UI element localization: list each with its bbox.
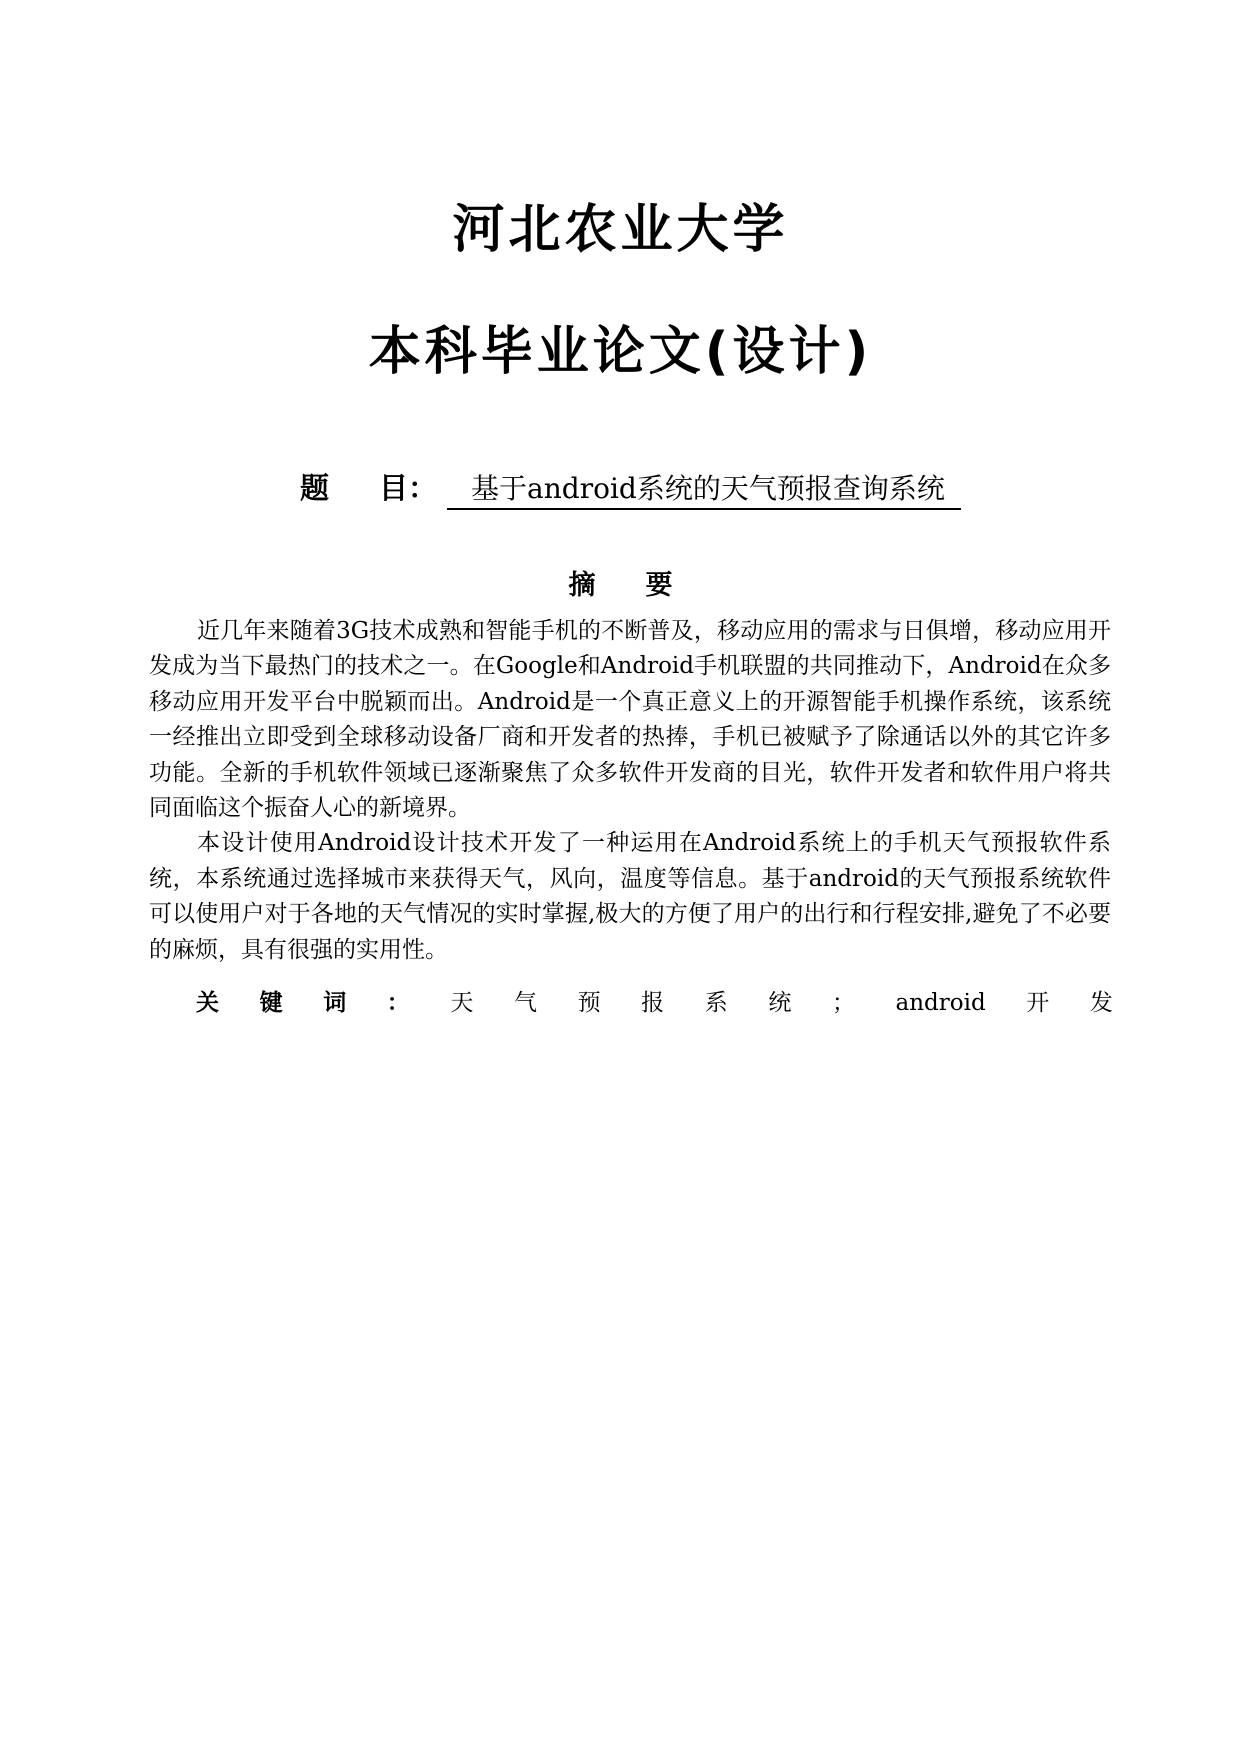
abstract-heading: [0, 566, 1241, 606]
keyword-token: 开: [1026, 990, 1050, 1016]
thesis-title-row: [300, 468, 961, 508]
keyword-token: 发: [1089, 990, 1113, 1016]
abstract-heading-char: 摘: [568, 570, 596, 601]
title-label-colon: ：: [408, 471, 438, 505]
keyword-token: android: [895, 990, 986, 1016]
thesis-type-heading: 本科毕业论文(设计): [368, 322, 873, 382]
keyword-token: 系: [704, 990, 728, 1016]
keyword-token: 天: [450, 990, 474, 1016]
keywords-label-char: 词: [323, 990, 347, 1016]
abstract-heading-char: 要: [645, 570, 673, 601]
keywords-label-char: 关: [196, 990, 219, 1016]
abstract-paragraph: 近几年来随着3G技术成熟和智能手机的不断普及，移动应用的需求与日俱增，移动应用开发成为当下最热门的技术之一。在Google和Android手机联盟的共同推动下，Android在众多移动应用开发平台中脱颖而出。Android是一个真正意义上的开源智能手机操作系统，该系统一经推出立即受到全球移动设备厂商和开发者的热捧，手机已被赋予了除通话以外的其它许多功能。全新的手机软件领域已逐渐聚焦了众多软件开发商的目光，软件开发者和软件用户将共同面临这个振奋人心的新境界。: [149, 618, 1111, 822]
keyword-separator: ；: [831, 990, 855, 1016]
keywords-label-char: 键: [259, 990, 283, 1016]
keyword-token: 预: [577, 990, 601, 1016]
abstract-paragraph: 本设计使用Android设计技术开发了一种运用在Android系统上的手机天气预报软件系统，本系统通过选择城市来获得天气，风向，温度等信息。基于android的天气预报系统软件可以使用户对于各地的天气情况的实时掌握,极大的方便了用户的出行和行程安排,避免了不必要的麻烦，具有很强的实用性。: [149, 830, 1111, 963]
title-label-char: 题: [300, 471, 380, 505]
keyword-token: 统: [768, 990, 792, 1016]
keyword-token: 报: [641, 990, 665, 1016]
university-name: 河北农业大学: [452, 200, 789, 260]
keywords-line: [196, 986, 1113, 1020]
title-label-char: 目: [379, 471, 409, 505]
keywords-label-colon: ：: [386, 990, 410, 1016]
abstract-body: [149, 614, 1111, 968]
keyword-token: 气: [513, 990, 537, 1016]
thesis-title-value: 基于android系统的天气预报查询系统: [447, 470, 961, 510]
